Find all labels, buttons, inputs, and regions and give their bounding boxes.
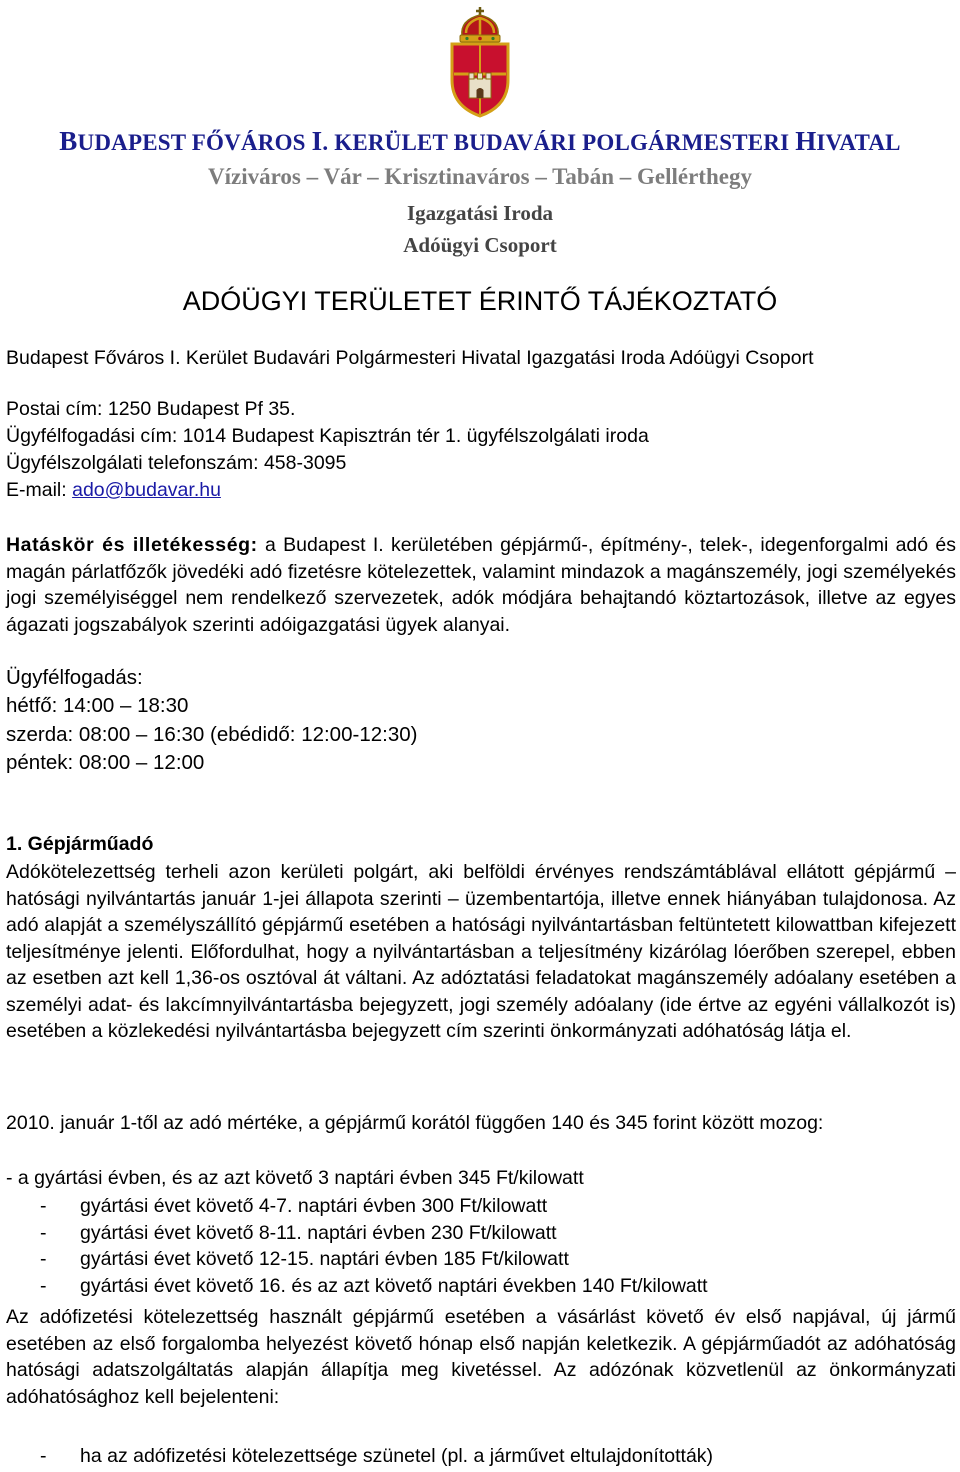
list-item: - ha az adófizetési kötelezettsége szünetel (pl. a járművet eltulajdonították) xyxy=(40,1445,714,1467)
email-link[interactable]: ado@budavar.hu xyxy=(72,479,221,501)
rate-first-line: - a gyártási évben, és az azt követő 3 naptári évben 345 Ft/kilowatt xyxy=(6,1167,584,1189)
list-item: - gyártási évet követő 4-7. naptári évben 300 Ft/kilowatt xyxy=(40,1195,548,1217)
list-item: - gyártási évet követő 8-11. naptári évben 230 Ft/kilowatt xyxy=(40,1221,557,1244)
list-item: - gyártási évet követő 16. és az azt követő naptári években 140 Ft/kilowatt xyxy=(40,1274,708,1297)
email-label: E-mail: xyxy=(6,479,73,501)
districts-line: Víziváros – Vár – Krisztinaváros – Tabán – Gellérthegy xyxy=(208,164,752,189)
section-paragraph-1: Adókötelezettség terheli azon kerületi polgárt, aki belföldi érvényes rendszámtáblával ellátott gépjármű – hatósági nyilvántartás január 1-jei állapota szerinti – üzembentartója, illetve ennek hiányában tulajdonosa. Az adó alapját a személyszállító gépjármű esetében a hatósági nyilvántartásban feltüntetett kilowattban kifejezett teljesítménye jelenti. Előfordulhat, hogy a nyilvántartásban a teljesítmény kizárólag lóerőben szerepel, ebben az esetben azt kell 1,36-os osztóval át váltani. Az adóztatási feladatokat magánszemély adóalany esetében a személyi adat- és lakcímnyilvántartásba bejegyzett, jogi személy adóalany (ide értve az egyéni vállalkozót is) esetében a közlekedési nyilvántartásba bejegyzett cím szerinti önkormányzati adóhatóság látja el. xyxy=(6,861,956,1042)
hours-monday: hétfő: 14:00 – 18:30 xyxy=(6,694,189,717)
holy-crown-icon xyxy=(460,7,500,42)
phone-number: Ügyfélszolgálati telefonszám: 458-3095 xyxy=(6,452,347,474)
list-item: - gyártási évet követő 12-15. naptári évben 185 Ft/kilowatt xyxy=(40,1248,569,1270)
organization-name: BUDAPEST FŐVÁROS I. KERÜLET BUDAVÁRI POLGÁRMESTERI HIVATAL xyxy=(59,126,901,156)
budapest-coat-of-arms-icon xyxy=(448,6,512,118)
section-paragraph-2: 2010. január 1-től az adó mértéke, a gépjármű korától függően 140 és 345 forint között mozog: xyxy=(6,1112,824,1134)
shield-icon xyxy=(452,44,508,116)
office-name: Igazgatási Iroda xyxy=(406,201,554,225)
competence-paragraph xyxy=(6,532,956,638)
competence-label: Hatáskör és illetékesség: xyxy=(6,534,258,556)
group-name: Adóügyi Csoport xyxy=(403,233,557,257)
email-line xyxy=(6,479,221,502)
section-paragraph-3: Az adófizetési kötelezettség használt gépjármű esetében a vásárlást követő év első napjával, új jármű esetében az első forgalomba helyezést követő hónap első napján keletkezik. A gépjárműadót az adóhatóság hatósági adatszolgáltatás alapján állapítja meg kivetéssel. Az adózónak közvetlenül az önkormányzati adóhatósághoz kell bejelenteni: xyxy=(6,1306,956,1408)
competence-text: a Budapest I. kerületében gépjármű-, építmény-, telek-, idegenforgalmi adó és magán párlatfőzők jövedéki adó fizetésre kötelezettek, valamint mindazok a magánszemély, jogi személyekés jogi személyiséggel nem rendelkező szervezetek, adók módjára behajtandó köztartozások, illetve az egyes ágazati jogszabályok szerinti adóigazgatási ügyek alanyai. xyxy=(6,534,956,636)
reception-address: Ügyfélfogadási cím: 1014 Budapest Kapisztrán tér 1. ügyfélszolgálati iroda xyxy=(6,425,649,447)
contact-org-line: Budapest Főváros I. Kerület Budavári Polgármesteri Hivatal Igazgatási Iroda Adóügyi Csoport xyxy=(6,347,814,369)
hours-label: Ügyfélfogadás: xyxy=(6,666,143,689)
page-title: ADÓÜGYI TERÜLETET ÉRINTŐ TÁJÉKOZTATÓ xyxy=(182,286,778,316)
section-heading: 1. Gépjárműadó xyxy=(6,833,154,855)
postal-address: Postai cím: 1250 Budapest Pf 35. xyxy=(6,398,296,420)
rate-list xyxy=(6,1193,956,1299)
hours-wednesday: szerda: 08:00 – 16:30 (ebédidő: 12:00-12:30) xyxy=(6,723,418,746)
hours-friday: péntek: 08:00 – 12:00 xyxy=(6,751,205,774)
notify-list xyxy=(6,1443,956,1470)
